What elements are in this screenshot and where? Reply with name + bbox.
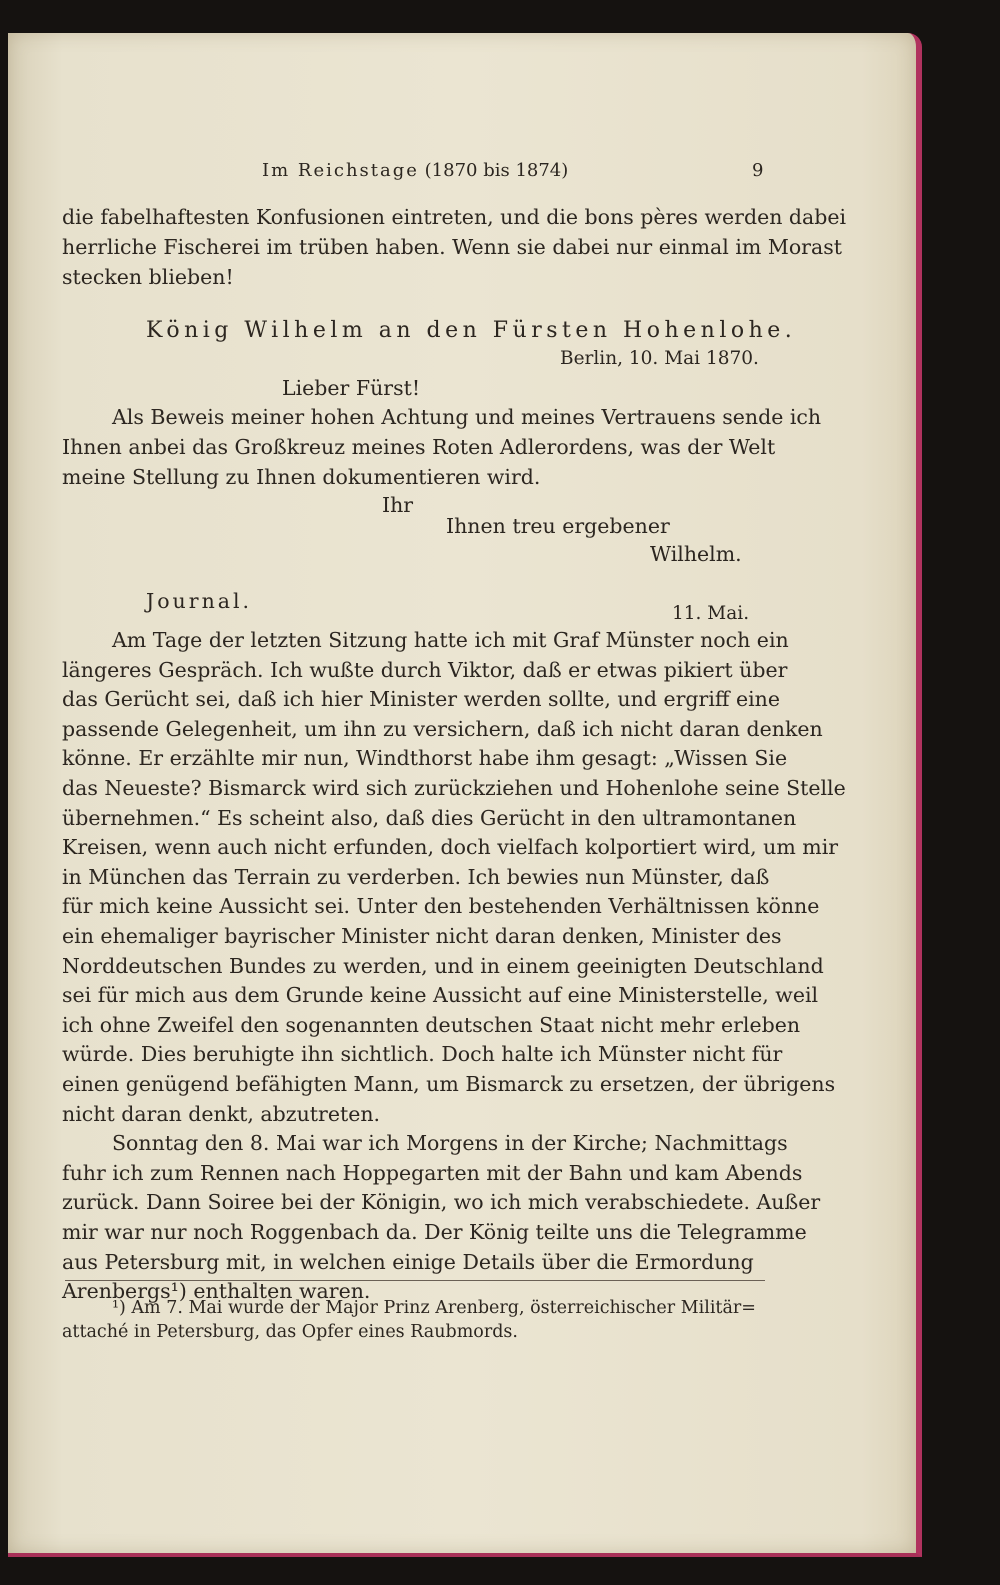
text-line: das Neueste? Bismarck wird sich zurückziehen und Hohenlohe seine Stelle <box>62 776 846 800</box>
text-line: zurück. Dann Soiree bei der Königin, wo ich mich verabschiedete. Außer <box>62 1190 821 1215</box>
text-line: übernehmen.“ Es scheint also, daß dies Gerücht in den ultramontanen <box>62 805 797 830</box>
text-line: Am Tage der letzten Sitzung hatte ich mit Graf Münster noch ein <box>112 628 789 652</box>
letter-heading: König Wilhelm an den Fürsten Hohenlohe. <box>146 318 797 343</box>
text-line: aus Petersburg mit, in welchen einige Details über die Ermordung <box>62 1249 754 1274</box>
text-line: würde. Dies beruhigte ihn sichtlich. Doch halte ich Münster nicht für <box>62 1042 783 1067</box>
text-line: sei für mich aus dem Grunde keine Aussicht auf eine Ministerstelle, weil <box>62 983 819 1008</box>
text-line: mir war nur noch Roggenbach da. Der König teilte uns die Telegramme <box>62 1220 807 1244</box>
footnote-line: ¹) Am 7. Mai wurde der Major Prinz Arenberg, österreichischer Militär= <box>112 1298 756 1318</box>
text-line: Als Beweis meiner hohen Achtung und meines Vertrauens sende ich <box>112 405 822 429</box>
text-line: Ihnen anbei das Großkreuz meines Roten Adlerordens, was der Welt <box>62 435 776 459</box>
text-line: fuhr ich zum Rennen nach Hoppegarten mit der Bahn und kam Abends <box>62 1160 803 1185</box>
text-line: die fabelhaftesten Konfusionen eintreten, und die bons pères werden dabei <box>62 205 847 229</box>
running-header <box>262 160 568 181</box>
text-line: Kreisen, wenn auch nicht erfunden, doch vielfach kolportiert wird, um mir <box>62 835 839 860</box>
text-line: meine Stellung zu Ihnen dokumentieren wird. <box>62 465 541 489</box>
text-line: ich ohne Zweifel den sogenannten deutschen Staat nicht mehr erleben <box>62 1012 801 1037</box>
journal-date: 11. Mai. <box>672 603 750 624</box>
text-line: stecken blieben! <box>62 265 234 289</box>
letter-closing-line: Ihnen treu ergebener <box>446 514 670 538</box>
running-title: Im Reichstage <box>262 160 419 181</box>
text-line: für mich keine Aussicht sei. Unter den bestehenden Verhältnissen könne <box>62 894 820 919</box>
text-line: das Gerücht sei, daß ich hier Minister werden sollte, und ergriff eine <box>62 687 780 712</box>
text-line: Norddeutschen Bundes zu werden, und in einem geeinigten Deutschland <box>62 953 824 978</box>
text-line: Arenbergs¹) enthalten waren. <box>62 1279 371 1304</box>
text-line: nicht daran denkt, abzutreten. <box>62 1101 381 1126</box>
text-line: ein ehemaliger bayrischer Minister nicht daran denken, Minister des <box>62 924 782 948</box>
text-line: herrliche Fischerei im trüben haben. Wenn sie dabei nur einmal im Morast <box>62 235 842 259</box>
footnote-rule <box>65 1280 765 1281</box>
text-line: könne. Er erzählte mir nun, Windthorst habe ihm gesagt: „Wissen Sie <box>62 746 788 771</box>
text-line: Sonntag den 8. Mai war ich Morgens in der Kirche; Nachmittags <box>112 1131 788 1156</box>
page-number: 9 <box>752 160 764 181</box>
text-line: längeres Gespräch. Ich wußte durch Viktor, daß er etwas pikiert über <box>62 657 788 682</box>
running-years: (1870 bis 1874) <box>424 160 569 181</box>
journal-heading: Journal. <box>146 589 253 613</box>
text-line: passende Gelegenheit, um ihn zu versichern, daß ich nicht daran denken <box>62 716 823 741</box>
text-line: einen genügend befähigten Mann, um Bismarck zu ersetzen, der übrigens <box>62 1072 836 1096</box>
letter-signature: Wilhelm. <box>650 542 742 566</box>
letter-place-date: Berlin, 10. Mai 1870. <box>560 348 759 369</box>
text-line: in München das Terrain zu verderben. Ich bewies nun Münster, daß <box>62 864 770 889</box>
letter-salutation: Lieber Fürst! <box>282 376 421 400</box>
footnote-line: attaché in Petersburg, das Opfer eines Raubmords. <box>62 1322 518 1342</box>
letter-closing-ihr: Ihr <box>382 493 414 517</box>
